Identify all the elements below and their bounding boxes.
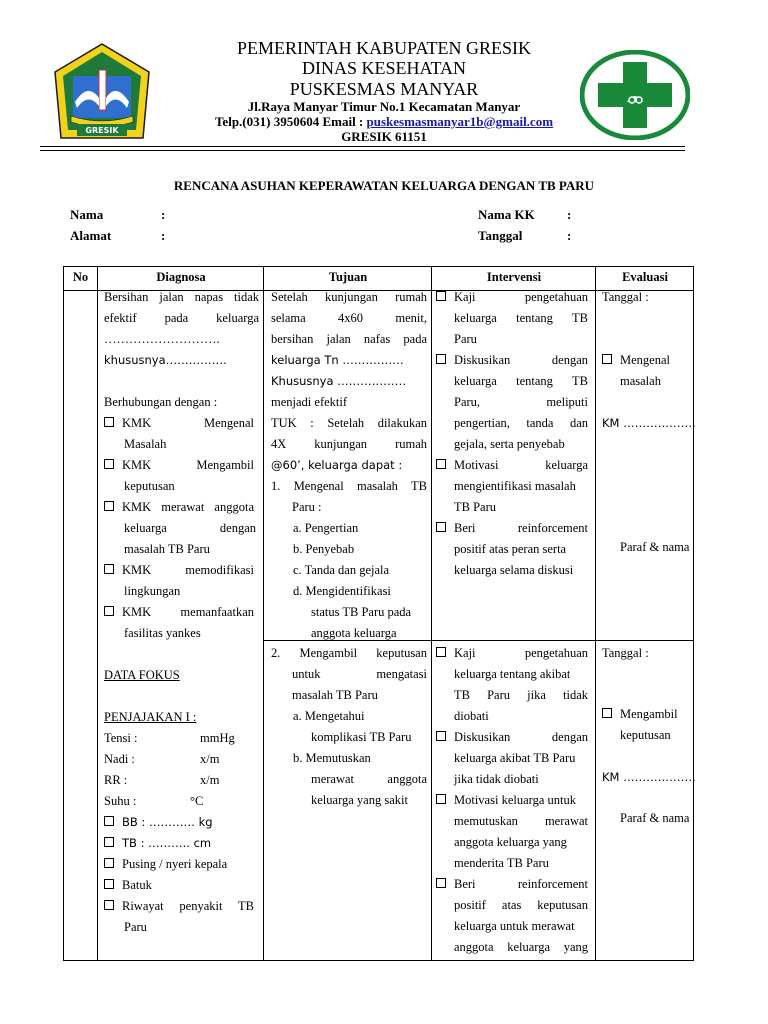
kmk-item: KMK Mengenal (104, 413, 259, 434)
evaluasi-tanggal-2: Tanggal : (602, 646, 649, 660)
tujuan-cell-2 (271, 643, 427, 811)
tujuan-item2: 2. Mengambil keputusan (271, 646, 427, 660)
evaluasi-tanggal: Tanggal : (602, 290, 649, 304)
header-rule (40, 146, 685, 147)
tujuan-subitem: a. Pengertian (293, 521, 359, 535)
tujuan-text-line: Khususnya ……………… (271, 374, 407, 388)
checkbox-icon[interactable] (436, 291, 446, 301)
checkbox-icon[interactable] (104, 606, 114, 616)
header-contact (0, 114, 768, 130)
diagnosa-text-line: khususnya……………. (104, 353, 227, 367)
field-tanggal-colon: : (567, 228, 572, 243)
vital-row: RR : x/m (104, 773, 220, 787)
intervensi-item: Beri reinforcement positif atas keputusan keluarga untuk merawat anggota keluarga yang (436, 874, 590, 958)
vital-row: Nadi : x/m (104, 752, 220, 766)
intervensi-item: Kaji pengetahuan keluarga tentang TB Paru (436, 287, 590, 350)
checkbox-icon[interactable] (436, 647, 446, 657)
field-tanggal-label: Tanggal (478, 228, 523, 243)
diagnosa-berhubungan: Berhubungan dengan : (104, 395, 218, 409)
checkbox-icon[interactable] (104, 837, 114, 847)
vital-row: Tensi : mmHg (104, 731, 235, 745)
tujuan-subitem: c. Tanda dan gejala (293, 563, 390, 577)
data-check-item: TB : ……….. cm (104, 833, 259, 854)
kmk-item-cont: lingkungan (124, 584, 181, 598)
tujuan-subitem-cont: status TB Paru pada (311, 605, 412, 619)
kmk-item-cont: Masalah (124, 437, 167, 451)
tujuan-item2-cont: untuk mengatasi (292, 667, 427, 681)
evaluasi-paraf-2: Paraf & nama (620, 811, 690, 825)
tujuan-text-line: Setelah kunjungan rumah (271, 290, 427, 304)
field-nama-colon: : (161, 207, 166, 222)
intervensi-item: Diskusikan dengan keluarga akibat TB Paru jika tidak diobati (436, 727, 590, 790)
checkbox-icon[interactable] (602, 708, 612, 718)
data-check-item: BB : ………… kg (104, 812, 259, 833)
tujuan-subitem-cont: merawat anggota (311, 772, 427, 786)
tujuan-text-line: menjadi efektif (271, 395, 348, 409)
checkbox-icon[interactable] (104, 816, 114, 826)
tujuan-subitem: b. Memutuskan (293, 751, 371, 765)
checkbox-icon[interactable] (436, 522, 446, 532)
tujuan-subitem: d. Mengidentifikasi (293, 584, 391, 598)
tujuan-item1: 1. Mengenal masalah TB (271, 479, 427, 493)
intervensi-item: Diskusikan dengan keluarga tentang TB Paru, meliputi pengertian, tanda dan gejala, serta penyebab (436, 350, 590, 455)
col-header-intervensi: Intervensi (486, 270, 542, 284)
header-line2: DINAS KESEHATAN (301, 58, 467, 78)
col-header-diagnosa: Diagnosa (156, 270, 206, 284)
kmk-item-cont: keluarga dengan (124, 521, 256, 535)
kmk-item: KMK merawat anggota (104, 497, 259, 518)
intervensi-item: Motivasi keluarga mengientifikasi masalah TB Paru (436, 455, 590, 518)
vital-row: Suhu : °C (104, 794, 204, 808)
tujuan-text-line: selama 4x60 menit, (271, 311, 427, 325)
tujuan-cell (271, 287, 427, 644)
evaluasi-check-mengenal: Mengenal (602, 350, 670, 371)
checkbox-icon[interactable] (104, 564, 114, 574)
data-check-item: Batuk (104, 875, 259, 896)
tujuan-item2-cont: masalah TB Paru (292, 688, 378, 702)
tuk-text-line: TUK : Setelah dilakukan (271, 416, 427, 430)
diagnosa-cell (104, 287, 259, 938)
col-header-tujuan: Tujuan (328, 270, 368, 284)
header-rule-thin (40, 150, 685, 151)
checkbox-icon[interactable] (104, 417, 114, 427)
tuk-text-line: 4X kunjungan rumah (271, 437, 427, 451)
kmk-item: KMK memodifikasi (104, 560, 259, 581)
kmk-item: KMK Mengambil (104, 455, 259, 476)
evaluasi-check-cont: keputusan (620, 728, 671, 742)
checkbox-icon[interactable] (436, 878, 446, 888)
header-telp: Telp.(031) 3950604 Email : (214, 114, 367, 129)
checkbox-icon[interactable] (436, 731, 446, 741)
diagnosa-text-line: ………………………. (104, 332, 220, 346)
tujuan-subitem-cont: komplikasi TB Paru (311, 730, 412, 744)
intervensi-cell-2 (436, 643, 590, 958)
col-header-no: No (72, 270, 89, 284)
document-title: RENCANA ASUHAN KEPERAWATAN KELUARGA DENGAN TB PARU (173, 178, 595, 193)
evaluasi-km: KM ………………. (602, 416, 696, 430)
header-line1: PEMERINTAH KABUPATEN GRESIK (237, 38, 531, 58)
intervensi-cell (436, 287, 590, 581)
intervensi-item: Kaji pengetahuan keluarga tentang akibat TB Paru jika tidak diobati (436, 643, 590, 727)
evaluasi-check-cont: masalah (620, 374, 661, 388)
checkbox-icon[interactable] (436, 459, 446, 469)
checkbox-icon[interactable] (104, 501, 114, 511)
tujuan-subitem-cont: anggota keluarga (311, 626, 397, 640)
checkbox-icon[interactable] (602, 354, 612, 364)
tujuan-subitem: a. Mengetahui (293, 709, 365, 723)
svg-text:GRESIK: GRESIK (85, 126, 119, 135)
diagnosa-text-line: efektif pada keluarga (104, 311, 259, 325)
evaluasi-km-2: KM ………………. (602, 770, 696, 784)
checkbox-icon[interactable] (104, 459, 114, 469)
data-check-item-cont: Paru (124, 920, 147, 934)
tujuan-subitem-cont: keluarga yang sakit (311, 793, 408, 807)
header-city: GRESIK 61151 (341, 129, 427, 144)
checkbox-icon[interactable] (436, 794, 446, 804)
tujuan-text-line: bersihan jalan nafas pada (271, 332, 427, 346)
kmk-item: KMK memanfaatkan (104, 602, 259, 623)
field-nama-label: Nama (70, 207, 104, 222)
tujuan-item1-cont: Paru : (292, 500, 322, 514)
evaluasi-paraf: Paraf & nama (620, 540, 690, 554)
tujuan-subitem: b. Penyebab (293, 542, 355, 556)
field-alamat-colon: : (161, 228, 166, 243)
field-namakk-label: Nama KK (478, 207, 535, 222)
checkbox-icon[interactable] (436, 354, 446, 364)
intervensi-item: Motivasi keluarga untuk memutuskan merawat anggota keluarga yang menderita TB Paru (436, 790, 590, 874)
field-alamat-label: Alamat (70, 228, 112, 243)
checkbox-icon[interactable] (104, 900, 114, 910)
kmk-item-cont: keputusan (124, 479, 175, 493)
intervensi-item: Beri reinforcement positif atas peran serta keluarga selama diskusi (436, 518, 590, 581)
field-namakk-colon: : (567, 207, 572, 222)
evaluasi-check-mengambil: Mengambil (602, 704, 678, 725)
checkbox-icon[interactable] (104, 858, 114, 868)
kmk-item-cont: masalah TB Paru (124, 542, 210, 556)
data-check-item: Pusing / nyeri kepala (104, 854, 259, 875)
tujuan-text-line: keluarga Tn ……………. (271, 353, 404, 367)
header-line3: PUSKESMAS MANYAR (289, 79, 479, 99)
tuk-text-line: @60’, keluarga dapat : (271, 458, 403, 472)
header-email-link[interactable]: puskesmasmanyar1b@gmail.com (366, 114, 554, 129)
col-header-evaluasi: Evaluasi (622, 270, 668, 284)
diagnosa-text-line: Bersihan jalan napas tidak (104, 290, 259, 304)
data-check-item: Riwayat penyakit TB (104, 896, 259, 917)
data-fokus-heading: DATA FOKUS (104, 668, 180, 682)
header-address: Jl.Raya Manyar Timur No.1 Kecamatan Manyar (247, 99, 521, 114)
penjajakan-heading: PENJAJAKAN I : (104, 710, 197, 724)
checkbox-icon[interactable] (104, 879, 114, 889)
kmk-item-cont: fasilitas yankes (124, 626, 201, 640)
